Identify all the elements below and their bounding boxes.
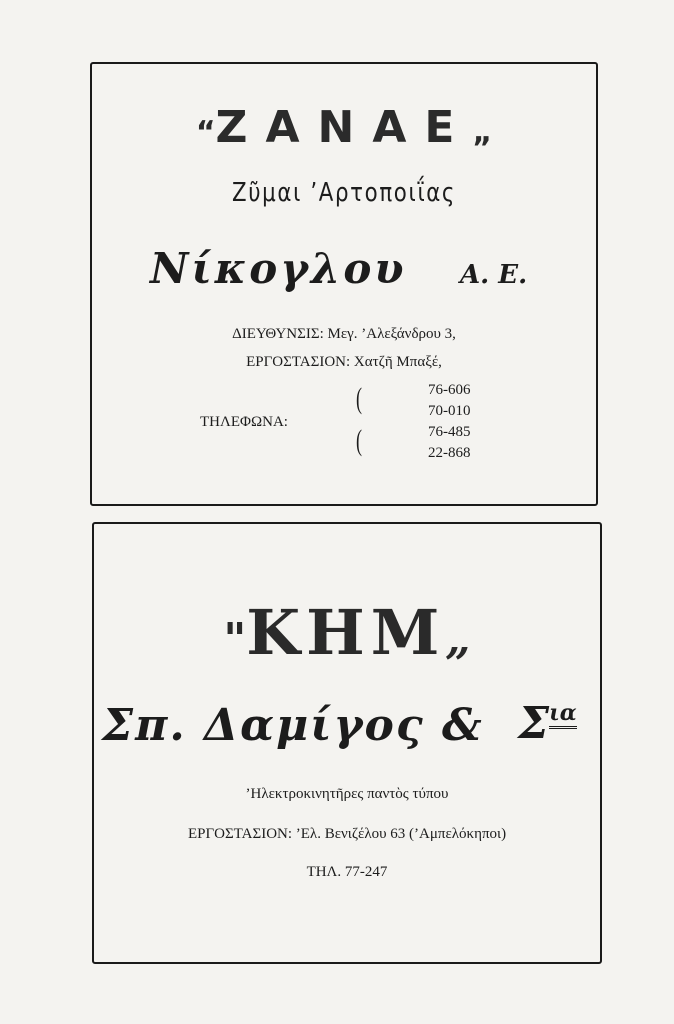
tagline: ’Ηλεκτροκινητῆρες παντὸς τύπου [245, 786, 449, 802]
open-quote: " [223, 614, 247, 665]
company-name: Νίκογλου [150, 244, 407, 293]
open-quote: “ [195, 115, 216, 150]
phone-number: 70-010 [428, 403, 471, 419]
phone-number: 76-485 [428, 424, 471, 440]
brand-subtitle: Ζῦμαι ’Αρτοποιΐας [231, 178, 457, 208]
phone-line: ΤΗΛ. 77-247 [306, 864, 388, 880]
phones-label: ΤΗΛΕΦΩΝΑ: [200, 414, 288, 430]
factory-line: ΕΡΓΟΣΤΑΣΙΟΝ: ’Ελ. Βενιζέλου 63 (’Αμπελόκηποι) [187, 826, 507, 842]
advertisement-zanae [90, 62, 598, 506]
brand-name: ΖΑΝΑΕ [215, 102, 473, 153]
brand-title [92, 102, 596, 153]
phone-number: 76-606 [428, 382, 471, 398]
suffix-letter: Σ [518, 698, 550, 749]
close-quote: „ [472, 115, 493, 150]
brand-title [94, 596, 600, 669]
brand-name: ΚΗΜ [246, 596, 446, 669]
company-suffix: Α. Ε. [460, 260, 528, 290]
company-suffix [518, 698, 577, 749]
company-name: Σπ. Δαμίγος & [102, 700, 484, 751]
brace-top: ( [356, 382, 362, 415]
phone-number: 22-868 [428, 445, 471, 461]
suffix-superscript: ια [549, 700, 577, 729]
factory-line: ΕΡΓΟΣΤΑΣΙΟΝ: Χατζῆ Μπαξέ, [246, 354, 442, 370]
brace-bottom: ( [356, 424, 362, 457]
advertisement-kim [92, 522, 602, 964]
address-line: ΔΙΕΥΘΥΝΣΙΣ: Μεγ. ’Αλεξάνδρου 3, [232, 326, 456, 342]
close-quote: „ [445, 614, 471, 665]
